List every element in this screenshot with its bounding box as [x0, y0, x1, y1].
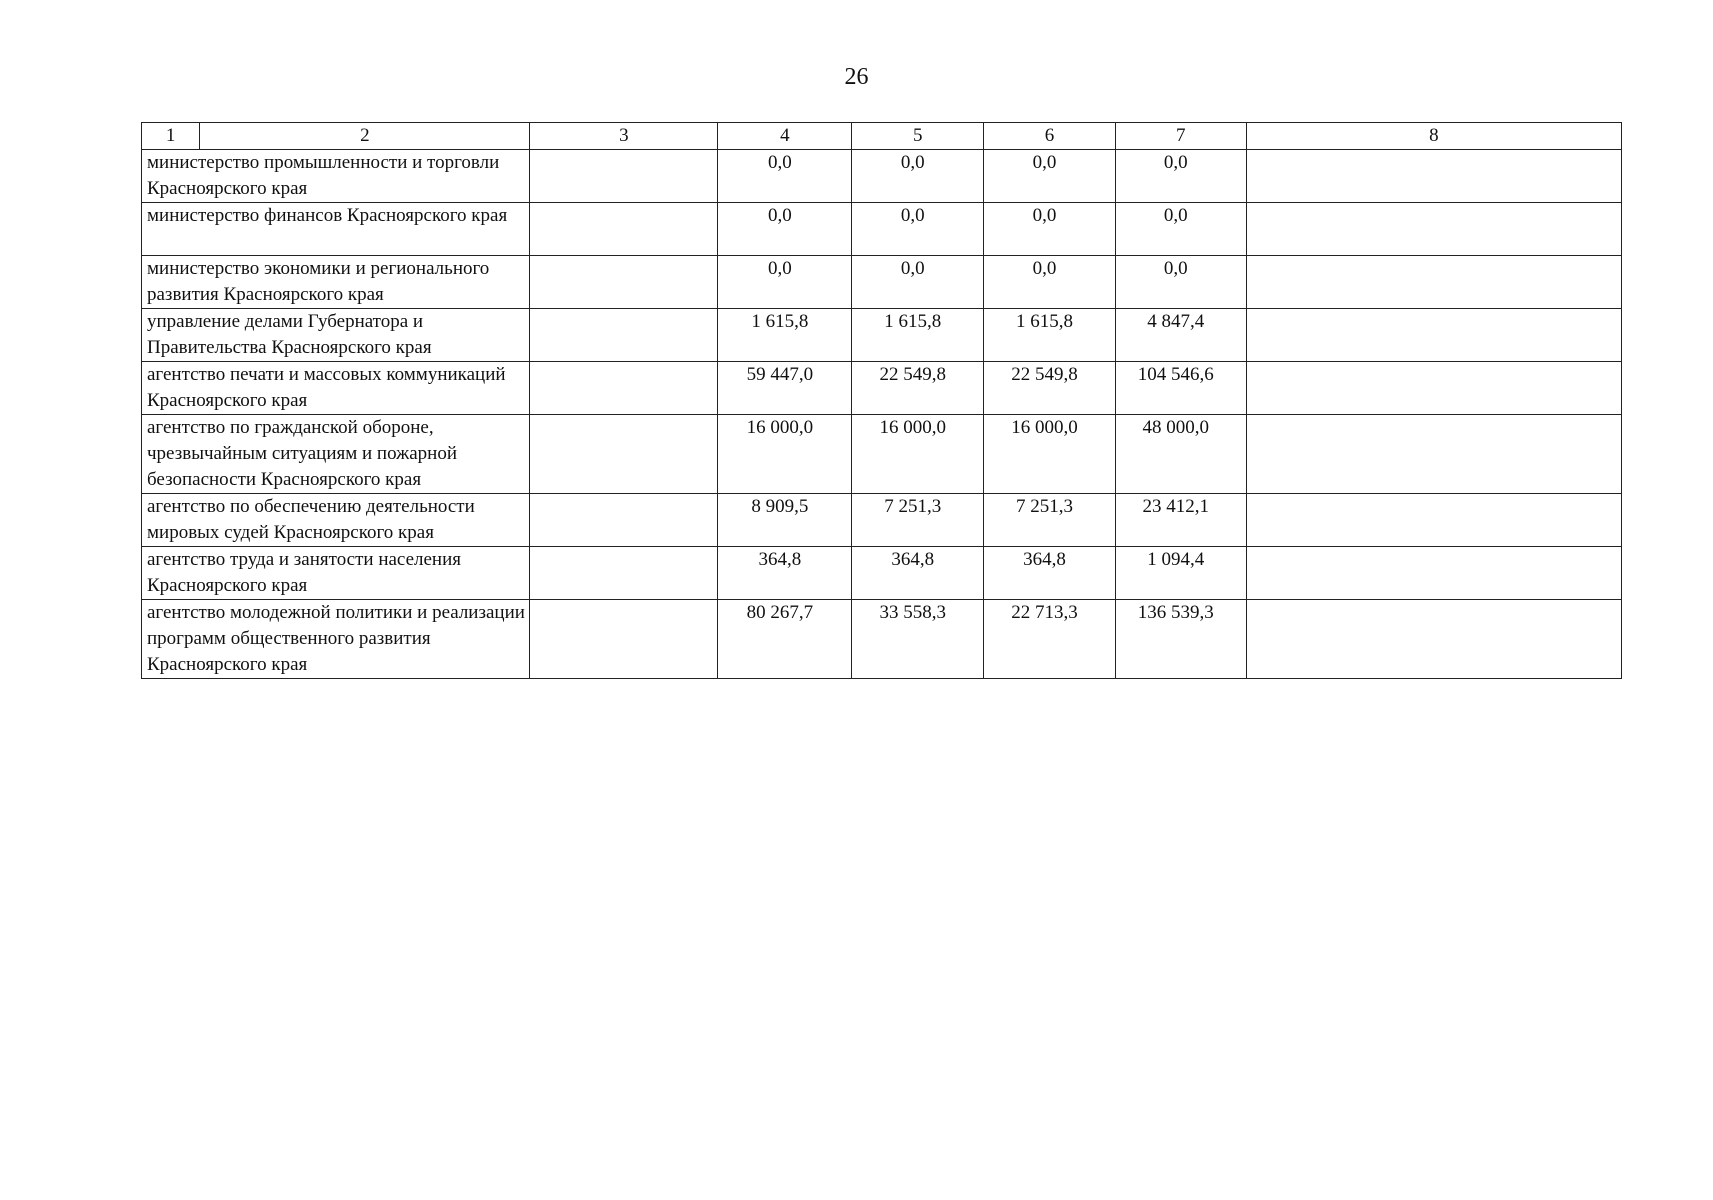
cell-col8	[1246, 256, 1621, 309]
table-row	[142, 494, 1622, 547]
cell-col3	[530, 309, 718, 362]
cell-col8	[1246, 203, 1621, 256]
cell-col3	[530, 256, 718, 309]
cell-col6: 1 615,8	[984, 309, 1116, 362]
agency-name: агентство по обеспечению деятельности мировых судей Красноярского края	[142, 494, 530, 547]
cell-col5: 1 615,8	[852, 309, 984, 362]
cell-col3	[530, 150, 718, 203]
header-row	[142, 123, 1622, 150]
cell-col7: 4 847,4	[1115, 309, 1246, 362]
cell-col6: 0,0	[984, 150, 1116, 203]
cell-col6: 364,8	[984, 547, 1116, 600]
budget-table	[141, 122, 1622, 679]
cell-col4: 16 000,0	[718, 415, 852, 494]
cell-col7: 1 094,4	[1115, 547, 1246, 600]
agency-name: агентство молодежной политики и реализации программ общественного развития Красноярского края	[142, 600, 530, 679]
table-row	[142, 547, 1622, 600]
cell-col8	[1246, 309, 1621, 362]
cell-col6: 16 000,0	[984, 415, 1116, 494]
cell-col5: 33 558,3	[852, 600, 984, 679]
cell-col7: 48 000,0	[1115, 415, 1246, 494]
agency-name: министерство промышленности и торговли Красноярского края	[142, 150, 530, 203]
table-row	[142, 362, 1622, 415]
column-header-2: 2	[200, 123, 530, 150]
cell-col7: 104 546,6	[1115, 362, 1246, 415]
agency-name: агентство печати и массовых коммуникаций Красноярского края	[142, 362, 530, 415]
column-header-6: 6	[984, 123, 1116, 150]
agency-name: управление делами Губернатора и Правительства Красноярского края	[142, 309, 530, 362]
cell-col7: 0,0	[1115, 256, 1246, 309]
column-header-5: 5	[852, 123, 984, 150]
cell-col5: 0,0	[852, 203, 984, 256]
cell-col8	[1246, 415, 1621, 494]
cell-col3	[530, 600, 718, 679]
agency-name: министерство экономики и регионального развития Красноярского края	[142, 256, 530, 309]
cell-col6: 7 251,3	[984, 494, 1116, 547]
cell-col5: 22 549,8	[852, 362, 984, 415]
cell-col5: 0,0	[852, 150, 984, 203]
cell-col5: 0,0	[852, 256, 984, 309]
cell-col6: 22 713,3	[984, 600, 1116, 679]
cell-col3	[530, 494, 718, 547]
table-row	[142, 203, 1622, 256]
column-header-8: 8	[1246, 123, 1621, 150]
agency-name: агентство по гражданской обороне, чрезвычайным ситуациям и пожарной безопасности Красноярского края	[142, 415, 530, 494]
cell-col6: 0,0	[984, 203, 1116, 256]
cell-col4: 8 909,5	[718, 494, 852, 547]
cell-col8	[1246, 362, 1621, 415]
cell-col4: 0,0	[718, 256, 852, 309]
cell-col3	[530, 203, 718, 256]
cell-col4: 1 615,8	[718, 309, 852, 362]
cell-col8	[1246, 600, 1621, 679]
cell-col8	[1246, 547, 1621, 600]
cell-col5: 7 251,3	[852, 494, 984, 547]
cell-col3	[530, 415, 718, 494]
table-row	[142, 150, 1622, 203]
cell-col7: 23 412,1	[1115, 494, 1246, 547]
cell-col8	[1246, 494, 1621, 547]
cell-col6: 0,0	[984, 256, 1116, 309]
cell-col8	[1246, 150, 1621, 203]
cell-col5: 364,8	[852, 547, 984, 600]
cell-col3	[530, 547, 718, 600]
cell-col4: 59 447,0	[718, 362, 852, 415]
cell-col5: 16 000,0	[852, 415, 984, 494]
cell-col4: 364,8	[718, 547, 852, 600]
table-row	[142, 309, 1622, 362]
table-row	[142, 256, 1622, 309]
agency-name: министерство финансов Красноярского края	[142, 203, 530, 256]
cell-col3	[530, 362, 718, 415]
cell-col6: 22 549,8	[984, 362, 1116, 415]
agency-name: агентство труда и занятости населения Красноярского края	[142, 547, 530, 600]
cell-col4: 80 267,7	[718, 600, 852, 679]
column-header-1: 1	[142, 123, 200, 150]
cell-col7: 136 539,3	[1115, 600, 1246, 679]
cell-col7: 0,0	[1115, 203, 1246, 256]
cell-col4: 0,0	[718, 150, 852, 203]
cell-col7: 0,0	[1115, 150, 1246, 203]
table-row	[142, 600, 1622, 679]
column-header-3: 3	[530, 123, 718, 150]
column-header-4: 4	[718, 123, 852, 150]
column-header-7: 7	[1115, 123, 1246, 150]
page-number: 26	[844, 64, 869, 90]
table-row	[142, 415, 1622, 494]
cell-col4: 0,0	[718, 203, 852, 256]
